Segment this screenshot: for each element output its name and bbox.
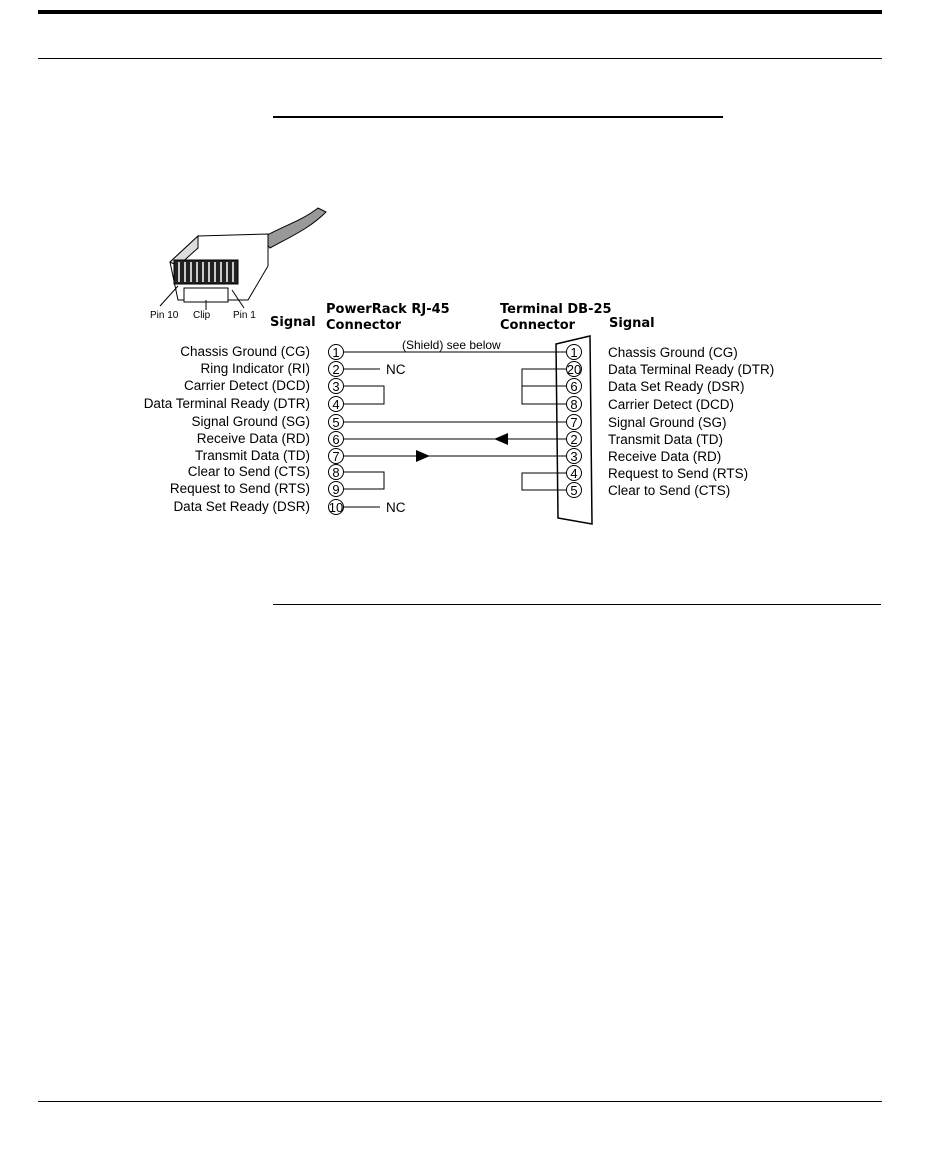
left-signal-10: Data Set Ready (DSR) [173,499,310,514]
loop-rts-cts [522,473,566,490]
right-signal-8: Request to Send (RTS) [608,466,749,481]
right-signal-7: Receive Data (RD) [608,449,722,464]
cable-ribbon [262,208,326,248]
right-signal-9: Clear to Send (CTS) [608,483,731,498]
right-pin-20: 20 [566,362,582,377]
signal-right-header: Signal [609,316,655,331]
db25-header-line1: Terminal DB-25 [500,302,612,317]
wiring [344,352,566,507]
nc-label-pin10: NC [386,500,406,515]
shield-note: (Shield) see below [402,338,501,352]
left-pin-3: 3 [332,379,340,394]
left-signal-9: Request to Send (RTS) [169,481,310,496]
left-pin-4: 4 [332,397,340,412]
left-signal-6: Receive Data (RD) [196,431,310,446]
right-signal-4: Carrier Detect (DCD) [608,397,735,412]
left-pin-8: 8 [332,465,340,480]
left-pin-9: 9 [332,482,340,497]
right-signal-3: Data Set Ready (DSR) [608,379,745,394]
right-column [567,345,775,499]
right-signal-1: Chassis Ground (CG) [608,345,738,360]
left-signal-4: Data Terminal Ready (DTR) [143,396,310,411]
rj45-header-line2: Connector [326,318,402,333]
db25-header-line2: Connector [500,318,576,333]
left-pin-7: 7 [332,449,340,464]
clip-label: Clip [193,310,211,321]
left-pin-6: 6 [332,432,340,447]
right-pin-2: 2 [570,432,578,447]
right-signal-5: Signal Ground (SG) [608,415,727,430]
left-column [144,344,344,515]
right-pin-8: 8 [570,397,578,412]
rj45-header-line1: PowerRack RJ-45 [326,302,450,317]
right-signal-6: Transmit Data (TD) [608,432,724,447]
right-pin-3: 3 [570,449,578,464]
left-pin-10: 10 [328,500,344,515]
pin1-label: Pin 1 [233,310,256,321]
left-signal-1: Chassis Ground (CG) [180,344,310,359]
right-signal-2: Data Terminal Ready (DTR) [608,362,775,377]
left-signal-8: Clear to Send (CTS) [187,464,310,479]
right-pin-4: 4 [570,466,578,481]
right-pin-5: 5 [570,483,578,498]
arrow-transmit-data-left [494,433,508,445]
left-pin-5: 5 [332,415,340,430]
signal-left-header: Signal [270,315,316,330]
loop-dcd-dtr [344,386,384,404]
left-signal-7: Transmit Data (TD) [194,448,310,463]
right-pin-1: 1 [570,345,578,360]
nc-label-pin2: NC [386,362,406,377]
right-pin-6: 6 [570,379,578,394]
left-signal-5: Signal Ground (SG) [191,414,310,429]
pin10-label: Pin 10 [150,310,179,321]
loop-cts-rts [344,472,384,489]
left-pin-2: 2 [332,362,340,377]
arrow-transmit-data-right [416,450,430,462]
left-signal-3: Carrier Detect (DCD) [183,378,310,393]
plug-clip [184,288,228,302]
rj45-plug-illustration [160,208,326,310]
left-pin-1: 1 [332,345,340,360]
left-signal-2: Ring Indicator (RI) [200,361,310,376]
right-pin-7: 7 [570,415,578,430]
